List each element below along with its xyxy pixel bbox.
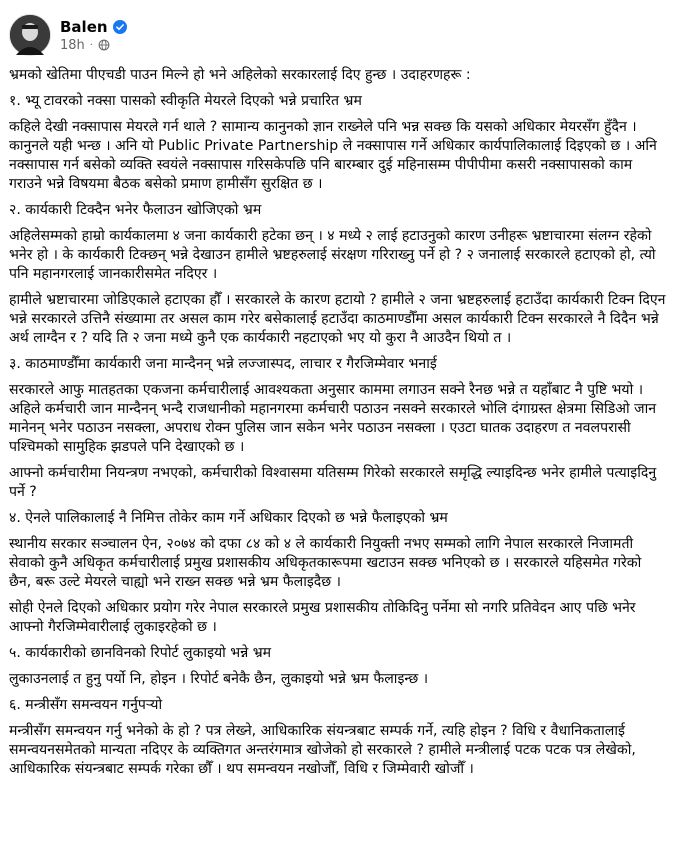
post-paragraph: कहिले देखी नक्सापास मेयरले गर्न थाले ? सामान्य कानुनको ज्ञान राख्नेले पनि भन्न सक्छ कि यसको अधिकार मेयरसँग हुँदैन । कानुनले यही भन्छ । अनि यो Public Private Partnership ले नक्सापास गर्ने अधिकार कार्यपालिकालाई दिइएको छ । अनि नक्सापास गर्न बसेको व्यक्ति स्वयंले नक्सापास गरिसकेपछि पनि बारम्बार दुई महिनासम्म पीपीपीमा कसरी नक्सापासको काम गराउने भन्ने विषयमा बैठक बसेको प्रमाण हामीसँग सुरक्षित छ ।: [9, 119, 657, 192]
post-paragraph: लुकाउनलाई त हुनु पर्यो नि, होइन । रिपोर्ट बनेकै छैन, लुकाइयो भन्ने भ्रम फैलाइन्छ ।: [9, 671, 429, 687]
post-body: [9, 66, 667, 779]
author-name[interactable]: Balen: [60, 17, 108, 36]
name-row: [60, 18, 127, 36]
section-heading: ४. ऐनले पालिकालाई नै निमित्त तोकेर काम गर्ने अधिकार दिएको छ भन्ने फैलाइएको भ्रम: [9, 510, 448, 526]
post-paragraph: हामीले भ्रष्टाचारमा जोडिएकाले हटाएका हौँ । सरकारले के कारण हटायो ? हामीले २ जना भ्रष्टहरुलाई हटाउँदा कार्यकारी टिक्न दिएन भन्ने सरकारले उत्तिनै संख्यामा तर असल काम गरेर बसेकालाई हटाउँदा काठमाण्डौँमा असल कार्यकारी टिक्न सरकारले नै दिदैन भन्ने अर्थ लाग्दैन र ? यदि ति २ जना मध्ये कुनै एक कार्यकारी नहटाएको भए यो कुरा नै आउदैन थियो त ।: [9, 292, 666, 346]
section-heading: २. कार्यकारी टिक्दैन भनेर फैलाउन खोजिएको भ्रम: [9, 202, 262, 218]
post-intro: भ्रमको खेतिमा पीएचडी पाउन मिल्ने हो भने अहिलेको सरकारलाई दिए हुन्छ । उदाहरणहरू :: [9, 67, 471, 83]
post-meta: [60, 18, 127, 53]
post-paragraph: मन्त्रीसँग समन्वयन गर्नु भनेको के हो ? पत्र लेख्ने, आधिकारिक संयन्त्रबाट सम्पर्क गर्ने, त्यहि होइन ? विधि र वैधानिकतालाई समन्वयनसमेतको मान्यता नदिएर के व्यक्तिगत अन्तरंगमात्र खोजेको हो सरकारले ? हामीले मन्त्रीलाई पटक पटक पत्र लेखेको, आधिकारिक संयन्त्रबाट सम्पर्क गरेका छौँ । थप समन्वयन नखोजौँ, विधि र जिम्मेवारी खोजौँ ।: [9, 723, 636, 777]
section-heading: ३. काठमाण्डौँमा कार्यकारी जना मान्दैनन् भन्ने लज्जास्पद, लाचार र गैरजिम्मेवार भनाई: [9, 356, 437, 372]
section-heading: ५. कार्यकारीको छानविनको रिपोर्ट लुकाइयो भन्ने भ्रम: [9, 645, 272, 661]
avatar[interactable]: [9, 14, 51, 56]
separator-dot: ·: [89, 39, 93, 51]
post-paragraph: अहिलेसम्मको हाम्रो कार्यकालमा ४ जना कार्यकारी हटेका छन् । ४ मध्ये २ लाई हटाउनुको कारण उनीहरू भ्रष्टाचारमा संलग्न रहेको भनेर हो । के कार्यकारी टिक्छन् भन्ने देखाउन हामीले भ्रष्टहरुलाई संरक्षण गरिराख्नु पर्ने हो ? २ जनालाई सरकारले हटाएको हो, त्यो पनि महानगरलाई जानकारीसमेत नदिएर ।: [9, 228, 656, 282]
post-paragraph: सरकारले आफु मातहतका एकजना कर्मचारीलाई आवश्यकता अनुसार काममा लगाउन सक्ने रैनछ भन्ने त यहाँबाट नै पुष्टि भयो । अहिले कर्मचारी जान मान्दैनन् भन्दै राजधानीको महानगरमा कर्मचारी पठाउन नसक्ने सरकारले भोलि दंगाग्रस्त क्षेत्रमा सिडिओ जान मानेनन् भनेर पठाउन नसक्ला, अपराध रोक्न पुलिस जान सकेन भनेर पठाउन नसक्ला । एउटा घातक उदाहरण त नवलपरासी पश्चिमको सामुहिक झडपले पनि देखाएको छ ।: [9, 382, 657, 455]
post-paragraph: आफ्नो कर्मचारीमा नियन्त्रण नभएको, कर्मचारीको विश्वासमा यतिसम्म गिरेको सरकारले समृद्धि ल्याइदिन्छ भनेर हामीले पत्याइदिनु पर्ने ?: [9, 465, 657, 500]
avatar-portrait-icon: [10, 15, 50, 55]
globe-icon: [98, 39, 110, 51]
post-paragraph: स्थानीय सरकार सञ्चालन ऐन, २०७४ को दफा ८४ को ४ ले कार्यकारी नियुक्ती नभए सम्मको लागि नेपाल सरकारले निजामती सेवाको कुनै अधिकृत कर्मचारीलाई प्रमुख प्रशासकीय अधिकृतकारूपमा खटाउन सक्छ भनिएको छ । सरकारले यहिसमेत गरेको छैन, बरू उल्टे मेयरले चाह्यो भने राख्न सक्छ भन्ने भ्रम फैलाइदैछ ।: [9, 536, 642, 590]
post-time[interactable]: 18h: [60, 37, 85, 53]
post-header: [9, 10, 667, 60]
verified-badge-icon: [113, 20, 127, 34]
post-paragraph: सोही ऐनले दिएको अधिकार प्रयोग गरेर नेपाल सरकारले प्रमुख प्रशासकीय तोकिदिनु पर्नेमा सो नगरि प्रतिवेदन आए पछि भनेर आफ्नो गैरजिम्मेवारीलाई लुकाइरहेको छ ।: [9, 600, 636, 635]
section-heading: १. भ्यू टावरको नक्सा पासको स्वीकृति मेयरले दिएको भन्ने प्रचारित भ्रम: [9, 93, 362, 109]
section-heading: ६. मन्त्रीसँग समन्वयन गर्नुपर्‍यो: [9, 697, 163, 713]
post-subtitle: [60, 38, 127, 53]
